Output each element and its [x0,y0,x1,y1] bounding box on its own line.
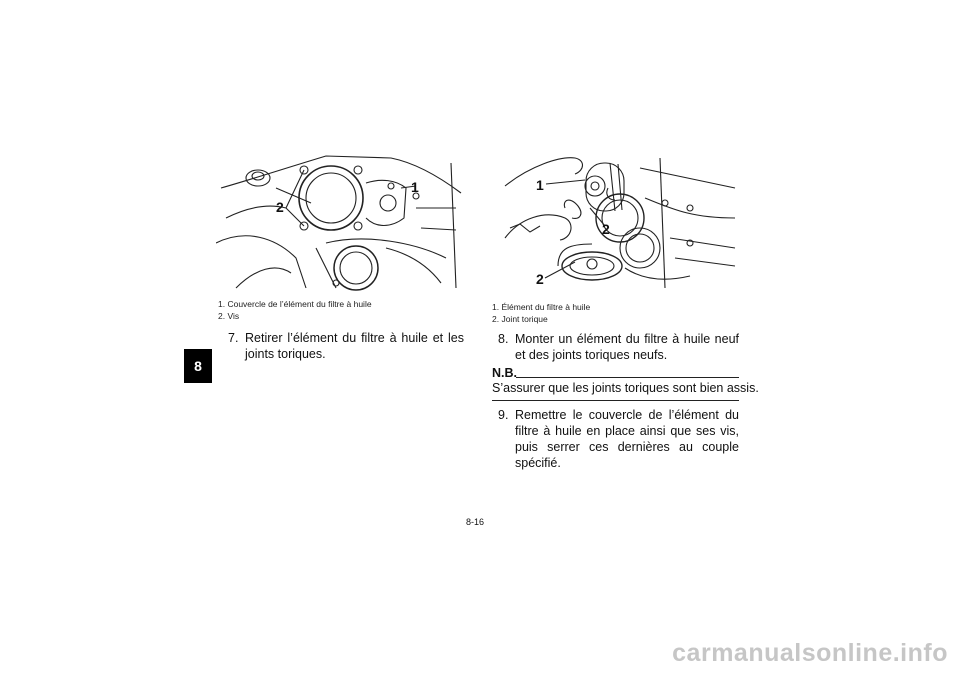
step-7 [228,330,464,362]
oil-filter-element-illustration [490,148,740,298]
note-divider-top [516,377,739,378]
note-divider-bottom [492,400,739,401]
step-9 [498,407,739,471]
callout-2: 2 [276,199,284,215]
caption-line: 1. Couvercle de l’élément du filtre à huile [218,299,372,309]
step-number: 7. [228,331,239,345]
caption-line: 1. Élément du filtre à huile [492,302,591,312]
step-text: Monter un élément du filtre à huile neuf et des joints toriques neufs. [515,332,739,362]
oil-filter-cover-illustration [216,148,464,294]
callout-2-lower: 2 [536,271,544,287]
note-label: N.B. [492,366,517,380]
watermark: carmanualsonline.info [672,639,948,667]
left-figure-caption [218,298,372,322]
chapter-tab: 8 [184,349,212,383]
callout-1: 1 [536,177,544,193]
step-8 [498,331,739,363]
step-number: 9. [498,408,509,422]
caption-line: 2. Joint torique [492,314,548,324]
callout-2: 2 [602,221,610,237]
step-text: Remettre le couvercle de l’élément du filtre à huile en place ainsi que ses vis, puis serrer ces dernières au couple spécifié. [515,408,739,470]
page-number: 8-16 [466,517,485,527]
step-number: 8. [498,332,509,346]
callout-1: 1 [411,179,419,195]
note-text: S’assurer que les joints toriques sont bien assis. [492,381,759,395]
caption-line: 2. Vis [218,311,240,321]
step-text: Retirer l’élément du filtre à huile et les joints toriques. [245,331,464,361]
right-figure-caption [492,301,590,325]
